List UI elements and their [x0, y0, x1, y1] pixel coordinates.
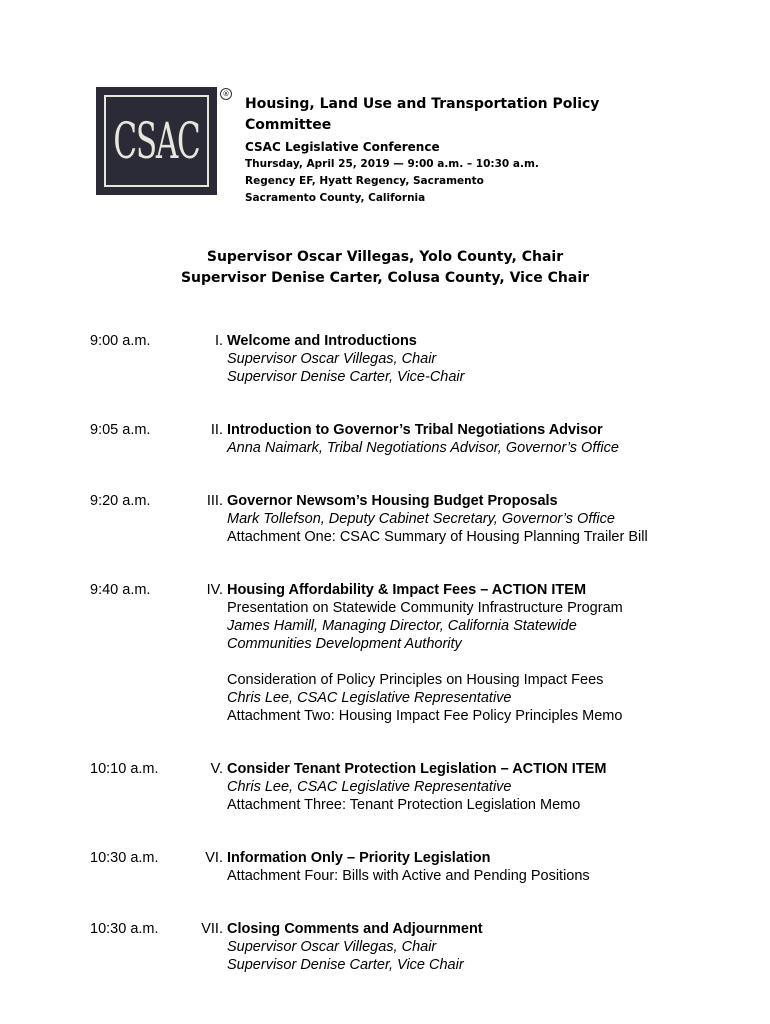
agenda-body [227, 581, 757, 725]
agenda-title: Closing Comments and Adjournment [227, 921, 483, 937]
logo-text: CSAC [113, 112, 200, 170]
committee-title-line1: Housing, Land Use and Transportation Policy [245, 96, 600, 112]
agenda-attachment: Attachment Three: Tenant Protection Legislation Memo [227, 797, 581, 813]
meeting-county: Sacramento County, California [245, 192, 426, 204]
agenda-title: Introduction to Governor’s Tribal Negotiations Advisor [227, 422, 603, 438]
conference-name: CSAC Legislative Conference [245, 140, 440, 154]
agenda-number: II. [210, 422, 223, 438]
agenda-title: Welcome and Introductions [227, 333, 417, 349]
meeting-datetime: Thursday, April 25, 2019 — 9:00 a.m. – 10:30 a.m. [245, 158, 539, 170]
agenda-line: Mark Tollefson, Deputy Cabinet Secretary, Governor’s Office [227, 511, 615, 527]
agenda-time: 9:20 a.m. [90, 493, 151, 509]
agenda-line: James Hamill, Managing Director, California Statewide [227, 618, 577, 634]
agenda-body [227, 421, 757, 457]
agenda-body [227, 849, 757, 885]
agenda-attachment: Attachment Two: Housing Impact Fee Policy Principles Memo [227, 708, 623, 724]
vice-chair-line: Supervisor Denise Carter, Colusa County, Vice Chair [180, 270, 590, 286]
logo-frame [104, 95, 209, 187]
agenda-number: VII. [201, 921, 223, 937]
agenda-title: Housing Affordability & Impact Fees – ACTION ITEM [227, 582, 587, 598]
committee-chairs [0, 247, 770, 289]
agenda-title: Governor Newsom’s Housing Budget Proposals [227, 493, 558, 509]
agenda-number: III. [206, 493, 223, 509]
agenda-line: Supervisor Denise Carter, Vice-Chair [227, 369, 465, 385]
agenda-title: Consider Tenant Protection Legislation – ACTION ITEM [227, 761, 607, 777]
agenda-body [227, 760, 757, 814]
agenda-attachment: Attachment One: CSAC Summary of Housing Planning Trailer Bill [227, 529, 648, 545]
registered-mark: ® [220, 88, 232, 100]
agenda-number: VI. [205, 850, 223, 866]
agenda-attachment: Attachment Four: Bills with Active and Pending Positions [227, 868, 590, 884]
agenda-line: Supervisor Oscar Villegas, Chair [227, 351, 437, 367]
agenda-time: 9:40 a.m. [90, 582, 151, 598]
csac-logo [96, 87, 217, 195]
agenda-body [227, 920, 757, 974]
agenda-number: V. [210, 761, 223, 777]
agenda-title: Information Only – Priority Legislation [227, 850, 491, 866]
agenda-number: IV. [206, 582, 223, 598]
agenda-time: 10:30 a.m. [90, 850, 159, 866]
agenda-line: Consideration of Policy Principles on Housing Impact Fees [227, 672, 604, 688]
agenda-line: Communities Development Authority [227, 636, 462, 652]
agenda-line: Chris Lee, CSAC Legislative Representative [227, 690, 512, 706]
agenda-body [227, 332, 757, 386]
agenda-line: Presentation on Statewide Community Infrastructure Program [227, 600, 623, 616]
chair-line: Supervisor Oscar Villegas, Yolo County, Chair [206, 249, 564, 265]
document-header [245, 94, 665, 207]
agenda-time: 10:10 a.m. [90, 761, 159, 777]
agenda-time: 10:30 a.m. [90, 921, 159, 937]
meeting-venue: Regency EF, Hyatt Regency, Sacramento [245, 175, 484, 187]
committee-title-line2: Committee [245, 117, 332, 133]
agenda-line: Anna Naimark, Tribal Negotiations Advisor, Governor’s Office [227, 440, 619, 456]
agenda-number: I. [214, 333, 223, 349]
agenda-time: 9:00 a.m. [90, 333, 151, 349]
agenda-line: Supervisor Oscar Villegas, Chair [227, 939, 437, 955]
agenda-time: 9:05 a.m. [90, 422, 151, 438]
agenda-line: Supervisor Denise Carter, Vice Chair [227, 957, 464, 973]
spacer [227, 653, 757, 671]
agenda-line: Chris Lee, CSAC Legislative Representative [227, 779, 512, 795]
agenda-body [227, 492, 757, 546]
